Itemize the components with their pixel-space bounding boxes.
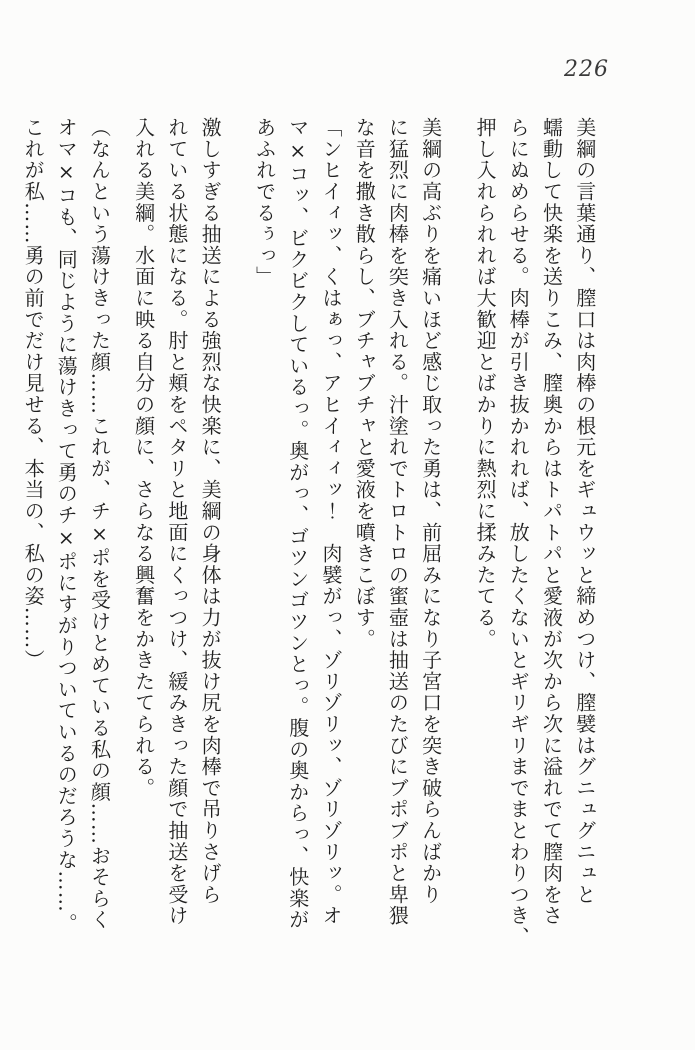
text-column: マ×コッ、ビクビクしているっ。奥がっ、ゴツンゴツンとっ。腹の奥からっ、快楽が	[285, 117, 310, 931]
text-column: れている状態になる。肘と頬をペタリと地面にくっつけ、緩みきった顔で抽送を受け	[164, 117, 189, 927]
text-column: 蠕動して快楽を送りこみ、膣奥からはトパトパと愛液が次から次に溢れでて膣肉をさ	[539, 117, 564, 927]
text-column: あふれでるぅっ」	[252, 117, 277, 288]
text-column: これが私……勇の前でだけ見せる、本当の、私の姿……）	[21, 117, 46, 671]
text-column: に猛烈に肉棒を突き入れる。汁塗れでトロトロの蜜壺は抽送のたびにブポブポと卑猥	[385, 117, 410, 927]
text-column: 入れる美綱。水面に映る自分の顔に、さらなる興奮をかきたてられる。	[131, 117, 156, 799]
text-column: 激しすぎる抽送による強烈な快楽に、美綱の身体は力が抜け尻を肉棒で吊りさげら	[198, 117, 223, 906]
text-column: 押し入れられれば大歓迎とばかりに熱烈に揉みたてる。	[473, 117, 498, 650]
text-column: オマ×コも、同じように蕩けきって勇のチ×ポにすがりついているのだろうな……。	[54, 117, 79, 935]
text-column	[0, 117, 16, 949]
text-column: らにぬめらせる。肉棒が引き抜かれれば、放したくないとギリギリまでまとわりつき、	[506, 117, 531, 948]
text-column: な音を撒き散らし、ブチャブチャと愛液を噴きこぼす。	[352, 117, 377, 650]
text-column: （なんという蕩けきった顔……これが、チ×ポを受けとめている私の顔……おそらく	[87, 117, 112, 931]
text-column: 「ンヒイィッ、くはぁっ、アヒイィィッ！ 肉襞がっ、ゾリゾリッ、ゾリゾリッ。オ	[318, 117, 343, 927]
text-block	[0, 117, 622, 949]
text-column: 美綱の言葉通り、膣口は肉棒の根元をギュウッと締めつけ、膣襞はグニュグニュと	[572, 117, 597, 906]
text-column: 美綱の高ぶりを痛いほど感じ取った勇は、前屈みになり子宮口を突き破らんばかり	[418, 117, 443, 906]
page-number: 226	[564, 57, 609, 82]
